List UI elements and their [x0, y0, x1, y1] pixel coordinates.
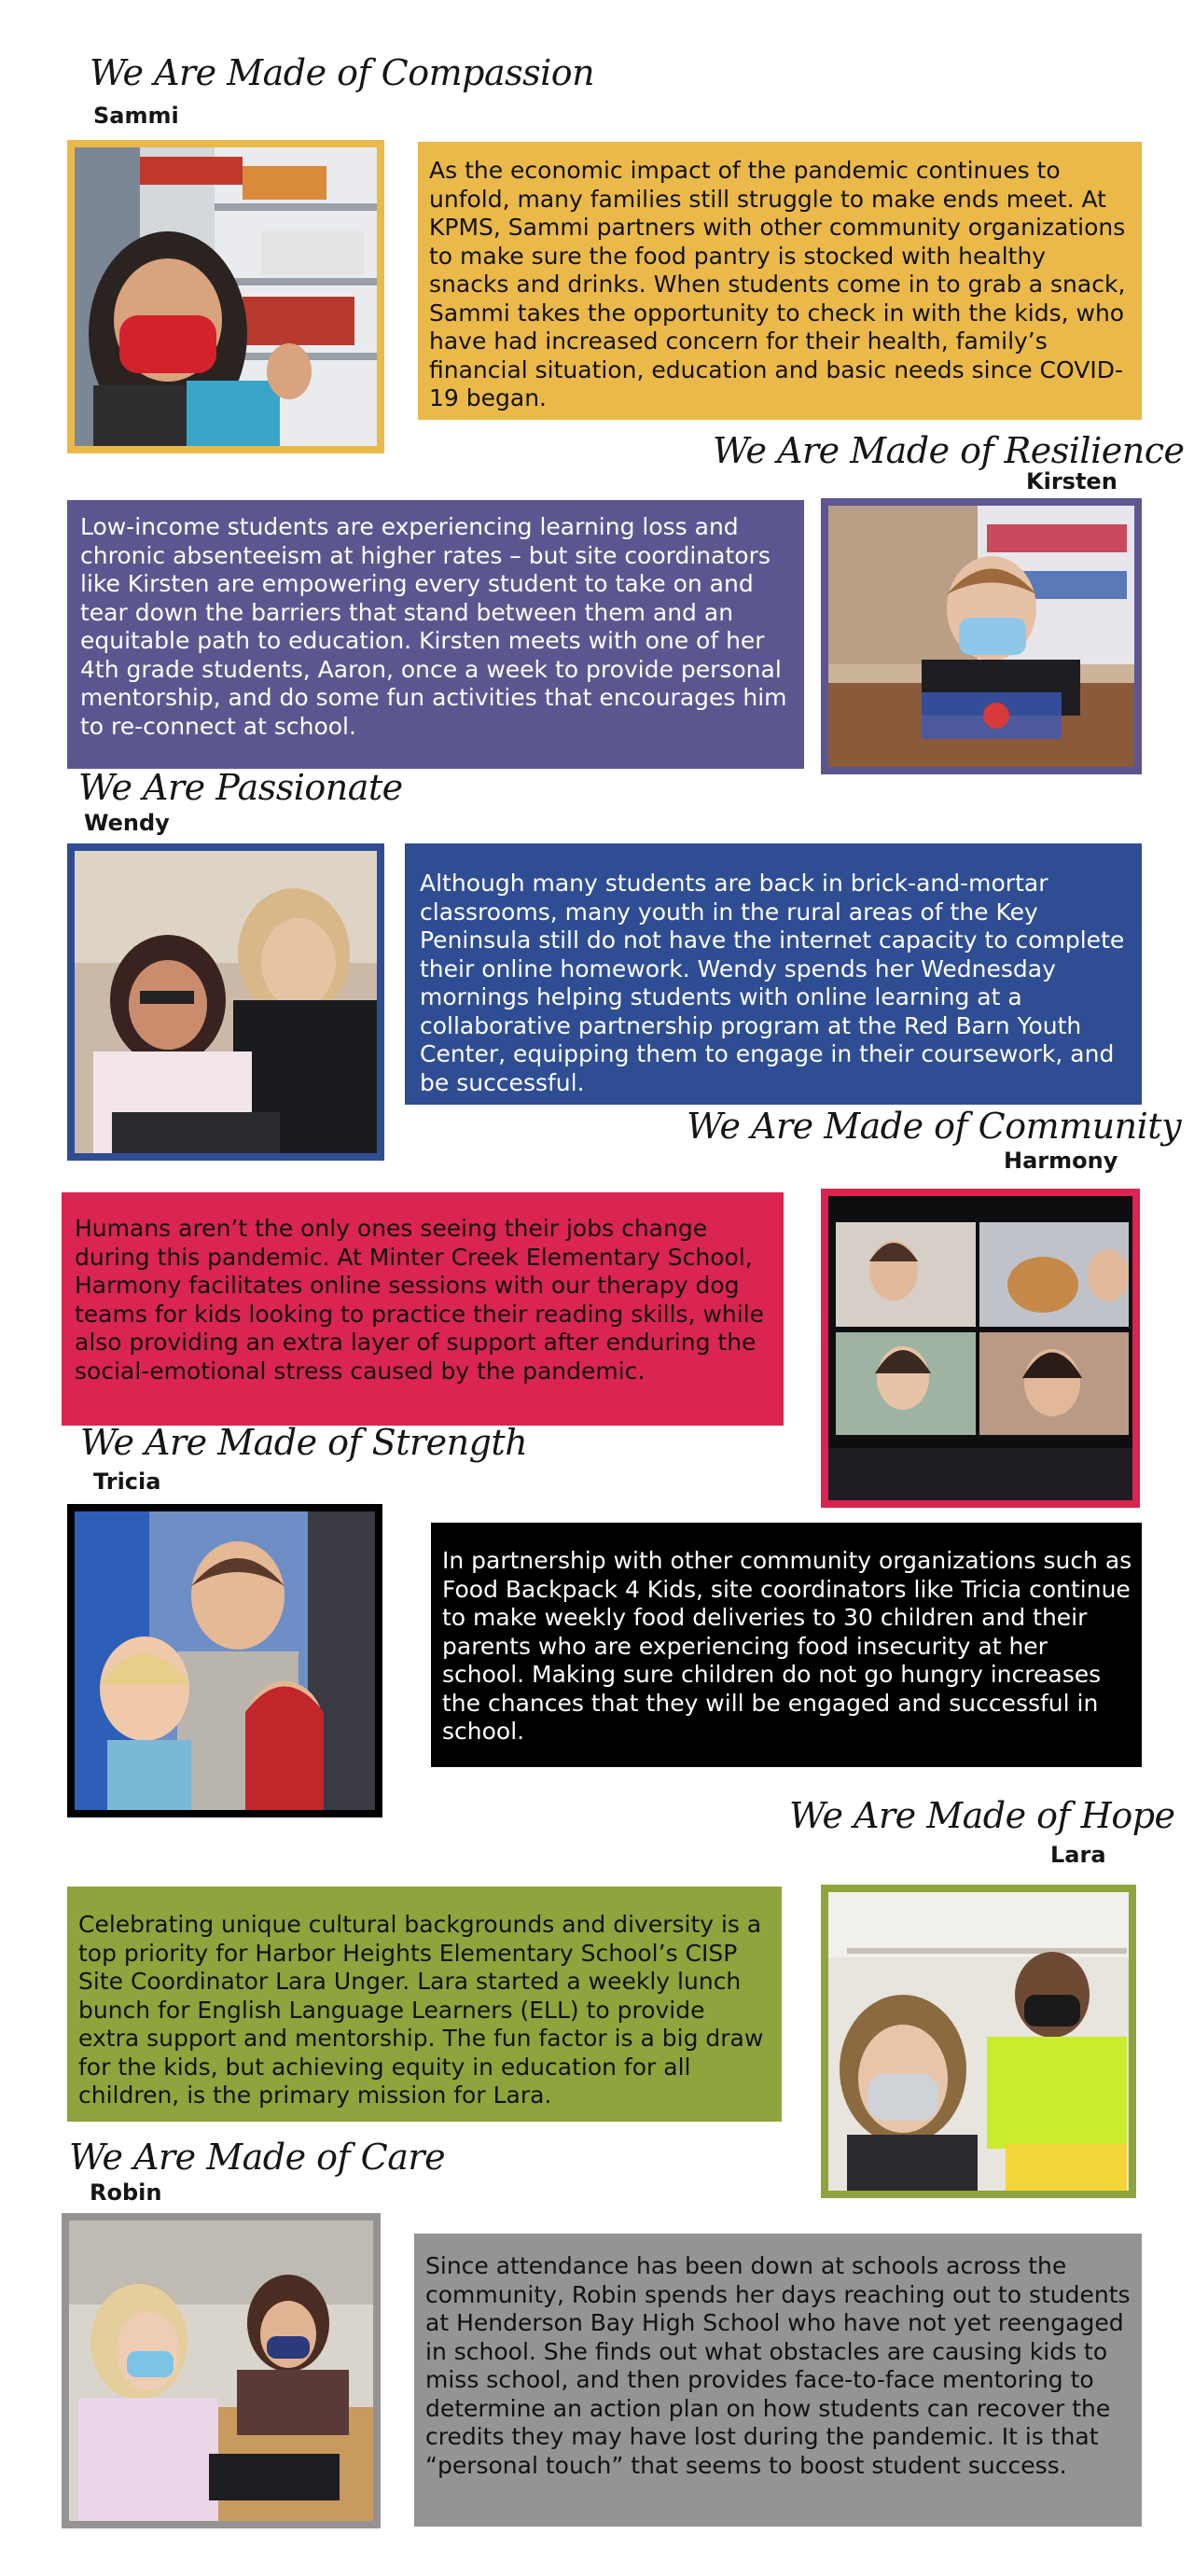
story-panel-robin	[414, 2234, 1142, 2527]
story-text-wendy: Although many students are back in brick-and-mortar classrooms, many youth in the rural areas of the Key Peninsula still do not have the internet capacity to complete their online homework. Wendy spends her Wednesday mornings helping students with online learning at a collaborative partnership program at the Red Barn Youth Center, equipping them to engage in their coursework, and be successful.	[420, 870, 1125, 1096]
story-text-robin: Since attendance has been down at schools across the community, Robin spends her days reaching out to students at Henderson Bay High School who have not yet reengaged in school. She finds out what obstacles are causing kids to miss school, and then provides face-to-face mentoring to determine an action plan on how students can recover the credits they may have lost during the pandemic. It is that “personal touch” that seems to boost student success.	[425, 2252, 1131, 2479]
story-text-sammi: As the economic impact of the pandemic continues to unfold, many families still struggle to make ends meet. At KPMS, Sammi partners with other community organizations to make sure the food pantry is stocked with healthy snacks and drinks. When students come in to grab a snack, Sammi takes the opportunity to check in with the kids, who have had increased concern for their health, family’s financial situation, education and basic needs since COVID-19 began.	[429, 157, 1126, 411]
section-title-passionate: We Are Passionate	[78, 767, 403, 808]
story-panel-tricia	[431, 1523, 1142, 1767]
photo-harmony	[821, 1189, 1140, 1508]
section-title-compassion: We Are Made of Compassion	[90, 52, 595, 93]
photo-kirsten	[821, 498, 1142, 774]
photo-robin	[62, 2213, 381, 2528]
photo-sammi	[67, 140, 384, 453]
story-panel-sammi	[418, 142, 1142, 420]
photo-lara	[821, 1885, 1136, 2198]
story-panel-wendy	[405, 843, 1142, 1105]
section-title-strength: We Are Made of Strength	[80, 1422, 528, 1463]
section-title-resilience: We Are Made of Resilience	[713, 430, 1185, 471]
section-title-care: We Are Made of Care	[69, 2137, 446, 2178]
section-title-hope: We Are Made of Hope	[789, 1795, 1175, 1836]
coordinator-name-harmony: Harmony	[1004, 1148, 1118, 1174]
coordinator-name-sammi: Sammi	[93, 103, 179, 129]
coordinator-name-wendy: Wendy	[84, 810, 170, 836]
section-title-community: We Are Made of Community	[687, 1106, 1182, 1147]
coordinator-name-tricia: Tricia	[93, 1469, 161, 1495]
coordinator-name-kirsten: Kirsten	[1026, 468, 1118, 494]
story-panel-kirsten	[67, 500, 804, 769]
story-panel-lara	[67, 1887, 782, 2122]
story-text-kirsten: Low-income students are experiencing learning loss and chronic absenteeism at higher rates – but site coordinators like Kirsten are empowering every student to take on and tear down the barriers that stand between them and an equitable path to education. Kirsten meets with one of her 4th grade students, Aaron, once a week to provide personal mentorship, and do some fun activities that encourages him to re-connect at school.	[80, 513, 787, 740]
story-panel-harmony	[62, 1192, 784, 1426]
story-text-harmony: Humans aren’t the only ones seeing their jobs change during this pandemic. At Minter Creek Elementary School, Harmony facilitates online sessions with our therapy dog teams for kids looking to practice their reading skills, while also providing an extra layer of support after enduring the social-emotional stress caused by the pandemic.	[75, 1215, 765, 1385]
story-text-tricia: In partnership with other community organizations such as Food Backpack 4 Kids, site coordinators like Tricia continue to make weekly food deliveries to 30 children and their parents who are experiencing food insecurity at her school. Making sure children do not go hungry increases the chances that they will be engaged and successful in school.	[442, 1547, 1132, 1745]
coordinator-name-lara: Lara	[1050, 1842, 1106, 1868]
photo-tricia	[67, 1504, 382, 1817]
photo-wendy	[67, 843, 384, 1161]
coordinator-name-robin: Robin	[90, 2179, 162, 2206]
story-text-lara: Celebrating unique cultural backgrounds and diversity is a top priority for Harbor Heights Elementary School’s CISP Site Coordinator Lara Unger. Lara started a weekly lunch bunch for English Language Learners (ELL) to provide extra support and mentorship. The fun factor is a big draw for the kids, but achieving equity in education for all children, is the primary mission for Lara.	[78, 1911, 764, 2109]
